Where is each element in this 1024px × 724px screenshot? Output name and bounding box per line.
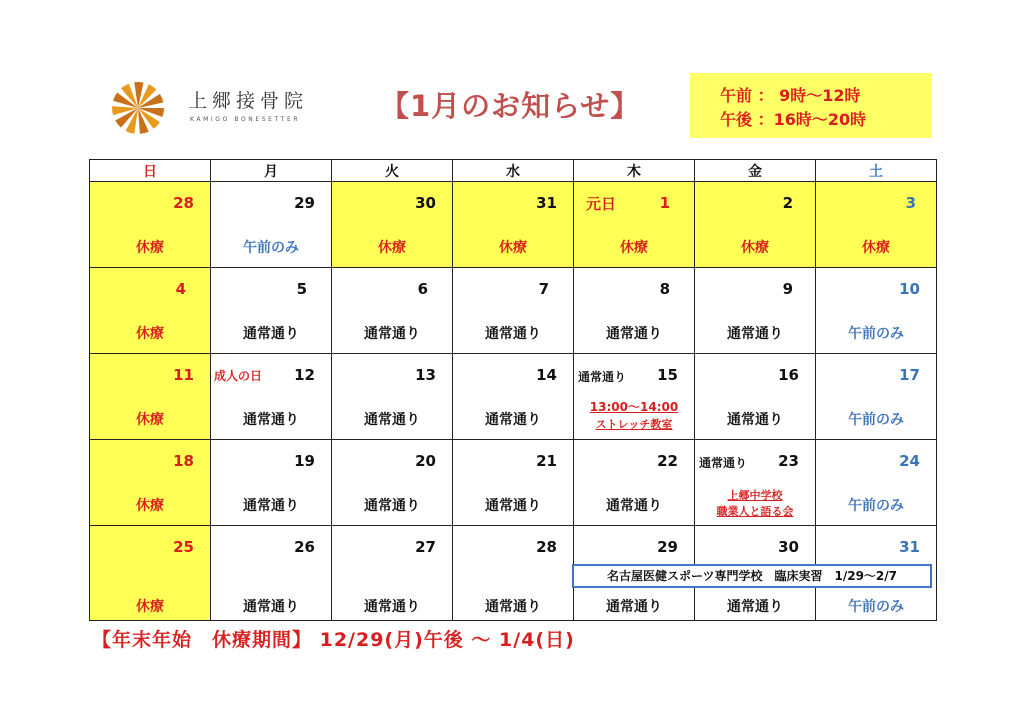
day-status: 通常通り [243, 326, 299, 342]
day-cell [211, 526, 332, 621]
day-number: 23 [778, 452, 799, 470]
day-number: 12 [294, 366, 315, 384]
hours-am: 午前 ： 9時～12時 [720, 86, 861, 105]
day-status: 通常通り [606, 599, 662, 615]
weekday-sat: 土 [816, 160, 937, 182]
weekday-mon: 月 [211, 160, 332, 182]
day-status: 休療 [862, 240, 890, 256]
calendar-week [90, 354, 937, 440]
day-cell [695, 182, 816, 268]
day-cell [211, 354, 332, 440]
day-cell [211, 182, 332, 268]
day-status: 通常通り [727, 599, 783, 615]
day-cell [574, 268, 695, 354]
day-status: 通常通り [364, 498, 420, 514]
day-number: 29 [294, 194, 315, 212]
day-status: 通常通り [606, 498, 662, 514]
day-number: 7 [538, 280, 549, 298]
page-title: 【1月のお知らせ】 [380, 89, 641, 123]
holiday-label: 成人の日 [214, 369, 263, 383]
day-status: 休療 [499, 240, 527, 256]
day-status: 通常通り [243, 599, 299, 615]
day-status: 午前のみ [848, 498, 904, 514]
day-cell [211, 440, 332, 526]
day-number: 24 [899, 452, 920, 470]
day-status: 通常通り [364, 326, 420, 342]
day-status: 通常通り [364, 599, 420, 615]
day-cell [574, 354, 695, 440]
day-number: 5 [296, 280, 307, 298]
day-number: 22 [657, 452, 678, 470]
day-number: 17 [899, 366, 920, 384]
day-number: 30 [778, 538, 799, 556]
day-status: 午前のみ [848, 412, 904, 428]
day-cell [332, 268, 453, 354]
day-number: 31 [536, 194, 557, 212]
day-cell [90, 182, 211, 268]
calendar-week [90, 440, 937, 526]
day-cell [453, 268, 574, 354]
day-status: 通常通り [606, 326, 662, 342]
day-cell [332, 354, 453, 440]
day-number: 26 [294, 538, 315, 556]
day-number: 4 [175, 280, 186, 298]
weekday-wed: 水 [453, 160, 574, 182]
day-status: 通常通り [485, 498, 541, 514]
day-cell [453, 526, 574, 621]
day-number: 3 [905, 194, 916, 212]
day-status: 通常通り [364, 412, 420, 428]
sunburst-logo-icon [110, 78, 166, 134]
clinic-name: 上郷接骨院 [188, 90, 309, 112]
day-note: 通常通り [699, 456, 748, 470]
day-status: 通常通り [243, 498, 299, 514]
hours-box [690, 73, 932, 138]
new-year-closure-notice: 【年末年始 休療期間】 12/29(月)午後 ～ 1/4(日) [92, 629, 575, 651]
day-number: 13 [415, 366, 436, 384]
day-status: 通常通り [243, 412, 299, 428]
day-cell [332, 182, 453, 268]
day-status: 休療 [741, 240, 769, 256]
weekday-header-row [90, 160, 937, 182]
day-number: 16 [778, 366, 799, 384]
day-number: 19 [294, 452, 315, 470]
day-cell [90, 268, 211, 354]
day-number: 28 [173, 194, 194, 212]
day-number: 31 [899, 538, 920, 556]
weekday-sun: 日 [90, 160, 211, 182]
day-status: 休療 [136, 498, 164, 514]
day-number: 20 [415, 452, 436, 470]
event-school: 上郷中学校 [727, 489, 783, 502]
day-cell [90, 354, 211, 440]
day-status: 通常通り [485, 599, 541, 615]
day-status: 午前のみ [848, 599, 904, 615]
day-cell [816, 268, 937, 354]
day-cell [695, 440, 816, 526]
event-title: ストレッチ教室 [595, 418, 673, 431]
day-status: 休療 [136, 412, 164, 428]
day-number: 6 [417, 280, 428, 298]
event-time: 13:00～14:00 [589, 400, 679, 414]
day-note: 通常通り [578, 370, 627, 384]
clinic-logo [110, 78, 370, 132]
day-cell [574, 182, 695, 268]
day-number: 10 [899, 280, 920, 298]
day-status: 休療 [136, 326, 164, 342]
day-number: 27 [415, 538, 436, 556]
day-number: 15 [657, 366, 678, 384]
clinic-sub-name: KAMIGO BONESETTER [190, 116, 301, 123]
day-number: 18 [173, 452, 194, 470]
clinical-training-banner: 名古屋医健スポーツ専門学校 臨床実習 1/29～2/7 [572, 564, 932, 588]
weekday-tue: 火 [332, 160, 453, 182]
holiday-label: 元日 [586, 195, 617, 213]
day-number: 2 [782, 194, 793, 212]
day-cell [816, 182, 937, 268]
day-cell [332, 440, 453, 526]
day-status: 午前のみ [848, 326, 904, 342]
day-number: 25 [173, 538, 194, 556]
hours-pm: 午後 ：16時～20時 [720, 110, 867, 129]
day-cell [816, 354, 937, 440]
day-status: 休療 [136, 599, 164, 615]
day-number: 28 [536, 538, 557, 556]
day-cell [453, 354, 574, 440]
day-status: 通常通り [727, 326, 783, 342]
weekday-thu: 木 [574, 160, 695, 182]
day-cell [695, 354, 816, 440]
day-cell [453, 440, 574, 526]
day-cell [211, 268, 332, 354]
calendar-week [90, 268, 937, 354]
day-cell [695, 268, 816, 354]
day-number: 1 [659, 194, 670, 212]
day-status: 通常通り [485, 412, 541, 428]
day-number: 30 [415, 194, 436, 212]
day-cell [90, 526, 211, 621]
day-number: 11 [173, 366, 194, 384]
day-cell [90, 440, 211, 526]
day-status: 休療 [378, 240, 406, 256]
calendar-week [90, 182, 937, 268]
day-cell [332, 526, 453, 621]
calendar [89, 159, 937, 621]
day-status: 午前のみ [243, 240, 299, 256]
day-status: 通常通り [727, 412, 783, 428]
day-status: 通常通り [485, 326, 541, 342]
day-number: 9 [782, 280, 793, 298]
weekday-fri: 金 [695, 160, 816, 182]
day-number: 21 [536, 452, 557, 470]
day-status: 休療 [136, 240, 164, 256]
event-title: 職業人と語る会 [716, 505, 794, 518]
day-cell [574, 440, 695, 526]
day-status: 休療 [620, 240, 648, 256]
day-cell [453, 182, 574, 268]
day-number: 14 [536, 366, 557, 384]
day-number: 8 [659, 280, 670, 298]
day-cell [816, 440, 937, 526]
day-number: 29 [657, 538, 678, 556]
